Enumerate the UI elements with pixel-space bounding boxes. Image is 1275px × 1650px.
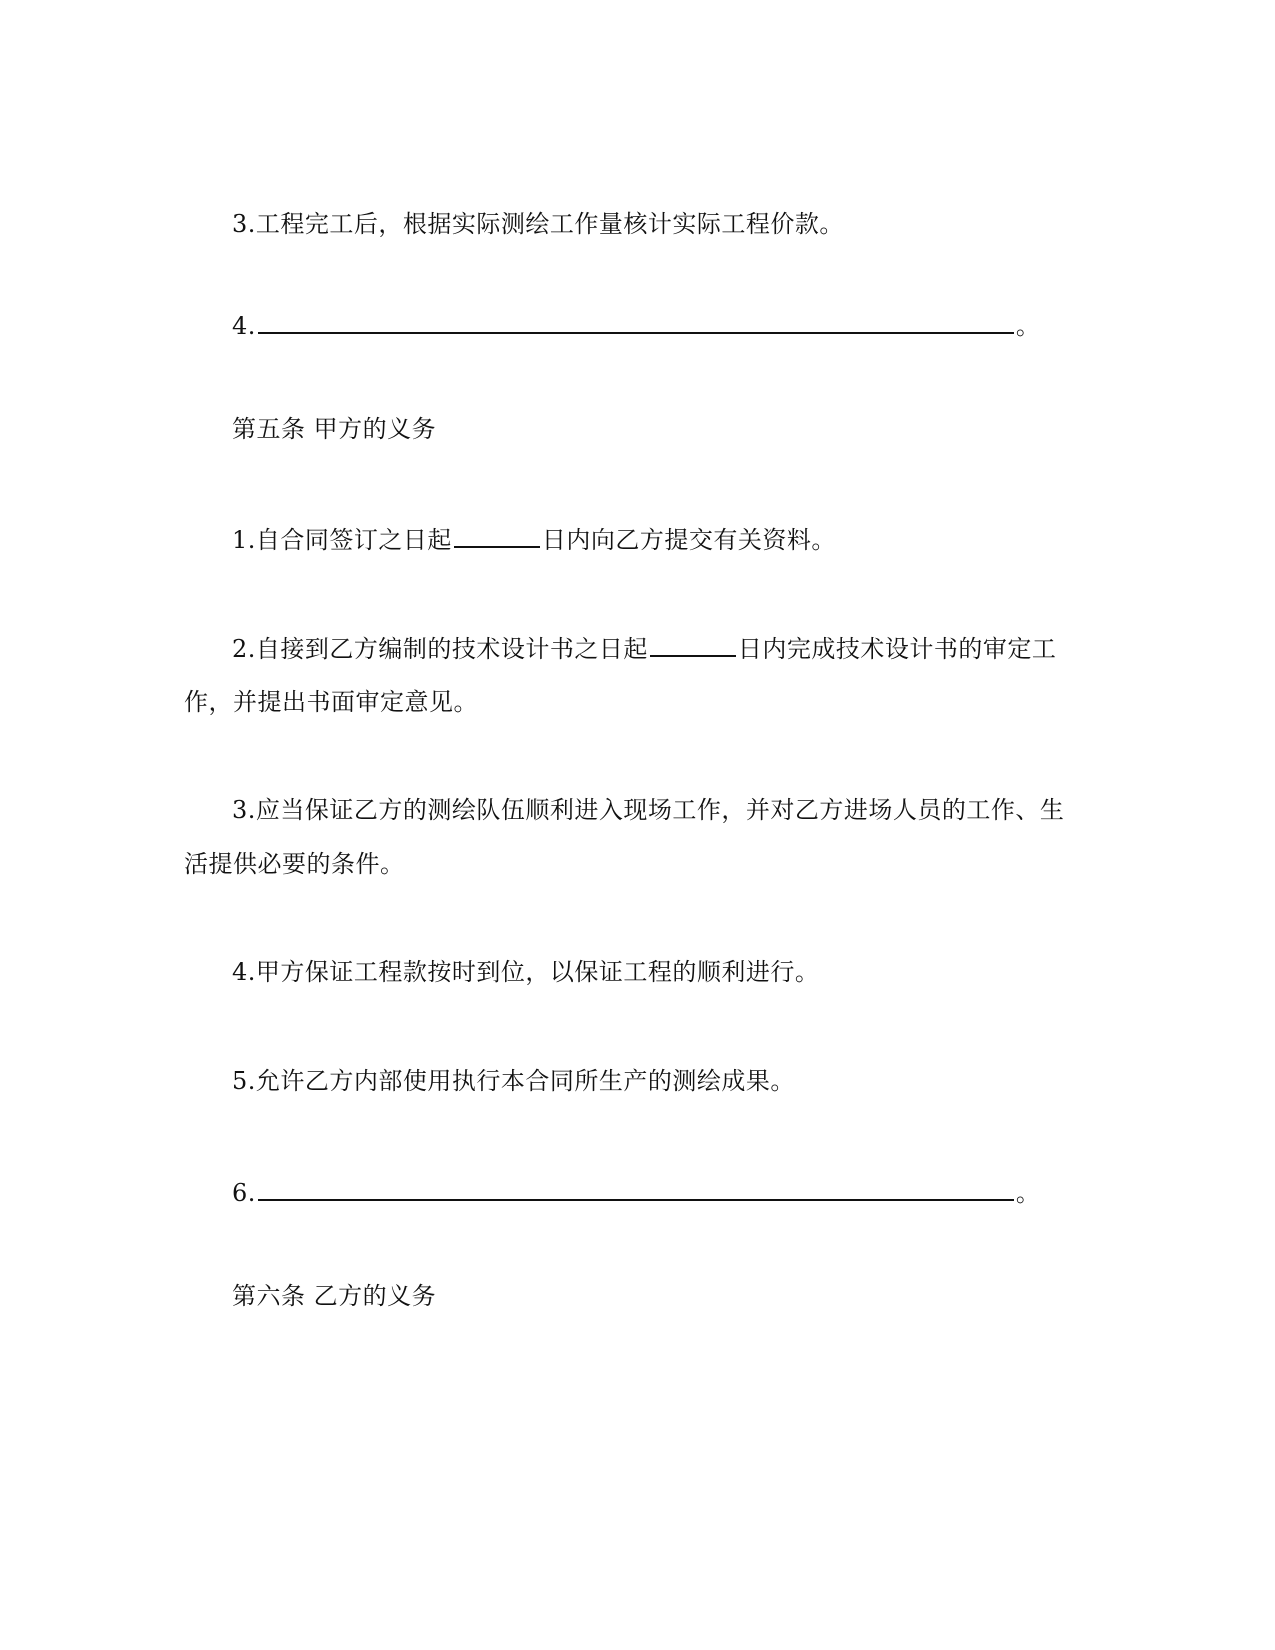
- section-heading-article-6: [232, 1280, 436, 1312]
- fill-in-blank: [258, 1175, 1014, 1201]
- item-number: 6.: [232, 1179, 256, 1207]
- heading-text: 第六条 乙方的义务: [232, 1282, 437, 1310]
- fill-in-blank: [650, 631, 736, 657]
- paragraph-text: 3.应当保证乙方的测绘队伍顺利进入现场工作，并对乙方进场人员的工作、生: [232, 796, 1065, 824]
- clause-5-item-4: [232, 956, 819, 988]
- heading-text: 第五条 甲方的义务: [232, 415, 437, 443]
- item-end-punct: 。: [1015, 1179, 1041, 1207]
- item-number: 4.: [232, 312, 256, 340]
- section-heading-article-5: [232, 413, 436, 445]
- paragraph-text: 活提供必要的条件。: [184, 850, 405, 878]
- paragraph-text-start: 2.自接到乙方编制的技术设计书之日起: [232, 635, 648, 663]
- clause-5-item-2: [232, 631, 1056, 665]
- item-end-punct: 。: [1015, 312, 1041, 340]
- clause-4-item-3: [232, 208, 844, 240]
- paragraph-text: 3.工程完工后，根据实际测绘工作量核计实际工程价款。: [232, 210, 844, 238]
- clause-5-item-3: [232, 794, 1064, 826]
- clause-5-item-2-continuation: [184, 686, 478, 718]
- paragraph-text: 4.甲方保证工程款按时到位，以保证工程的顺利进行。: [232, 958, 820, 986]
- paragraph-text-end: 日内完成技术设计书的审定工: [737, 635, 1057, 663]
- clause-5-item-1: [232, 522, 836, 556]
- paragraph-text: 作，并提出书面审定意见。: [184, 688, 478, 716]
- paragraph-text-end: 日内向乙方提交有关资料。: [541, 526, 836, 554]
- paragraph-text-start: 1.自合同签订之日起: [232, 526, 452, 554]
- fill-in-blank: [258, 308, 1014, 334]
- fill-in-blank: [454, 522, 540, 548]
- clause-5-item-5: [232, 1065, 795, 1097]
- clause-4-item-4: [232, 308, 1040, 342]
- paragraph-text: 5.允许乙方内部使用执行本合同所生产的测绘成果。: [232, 1067, 795, 1095]
- clause-5-item-3-continuation: [184, 848, 405, 880]
- clause-5-item-6: [232, 1175, 1040, 1209]
